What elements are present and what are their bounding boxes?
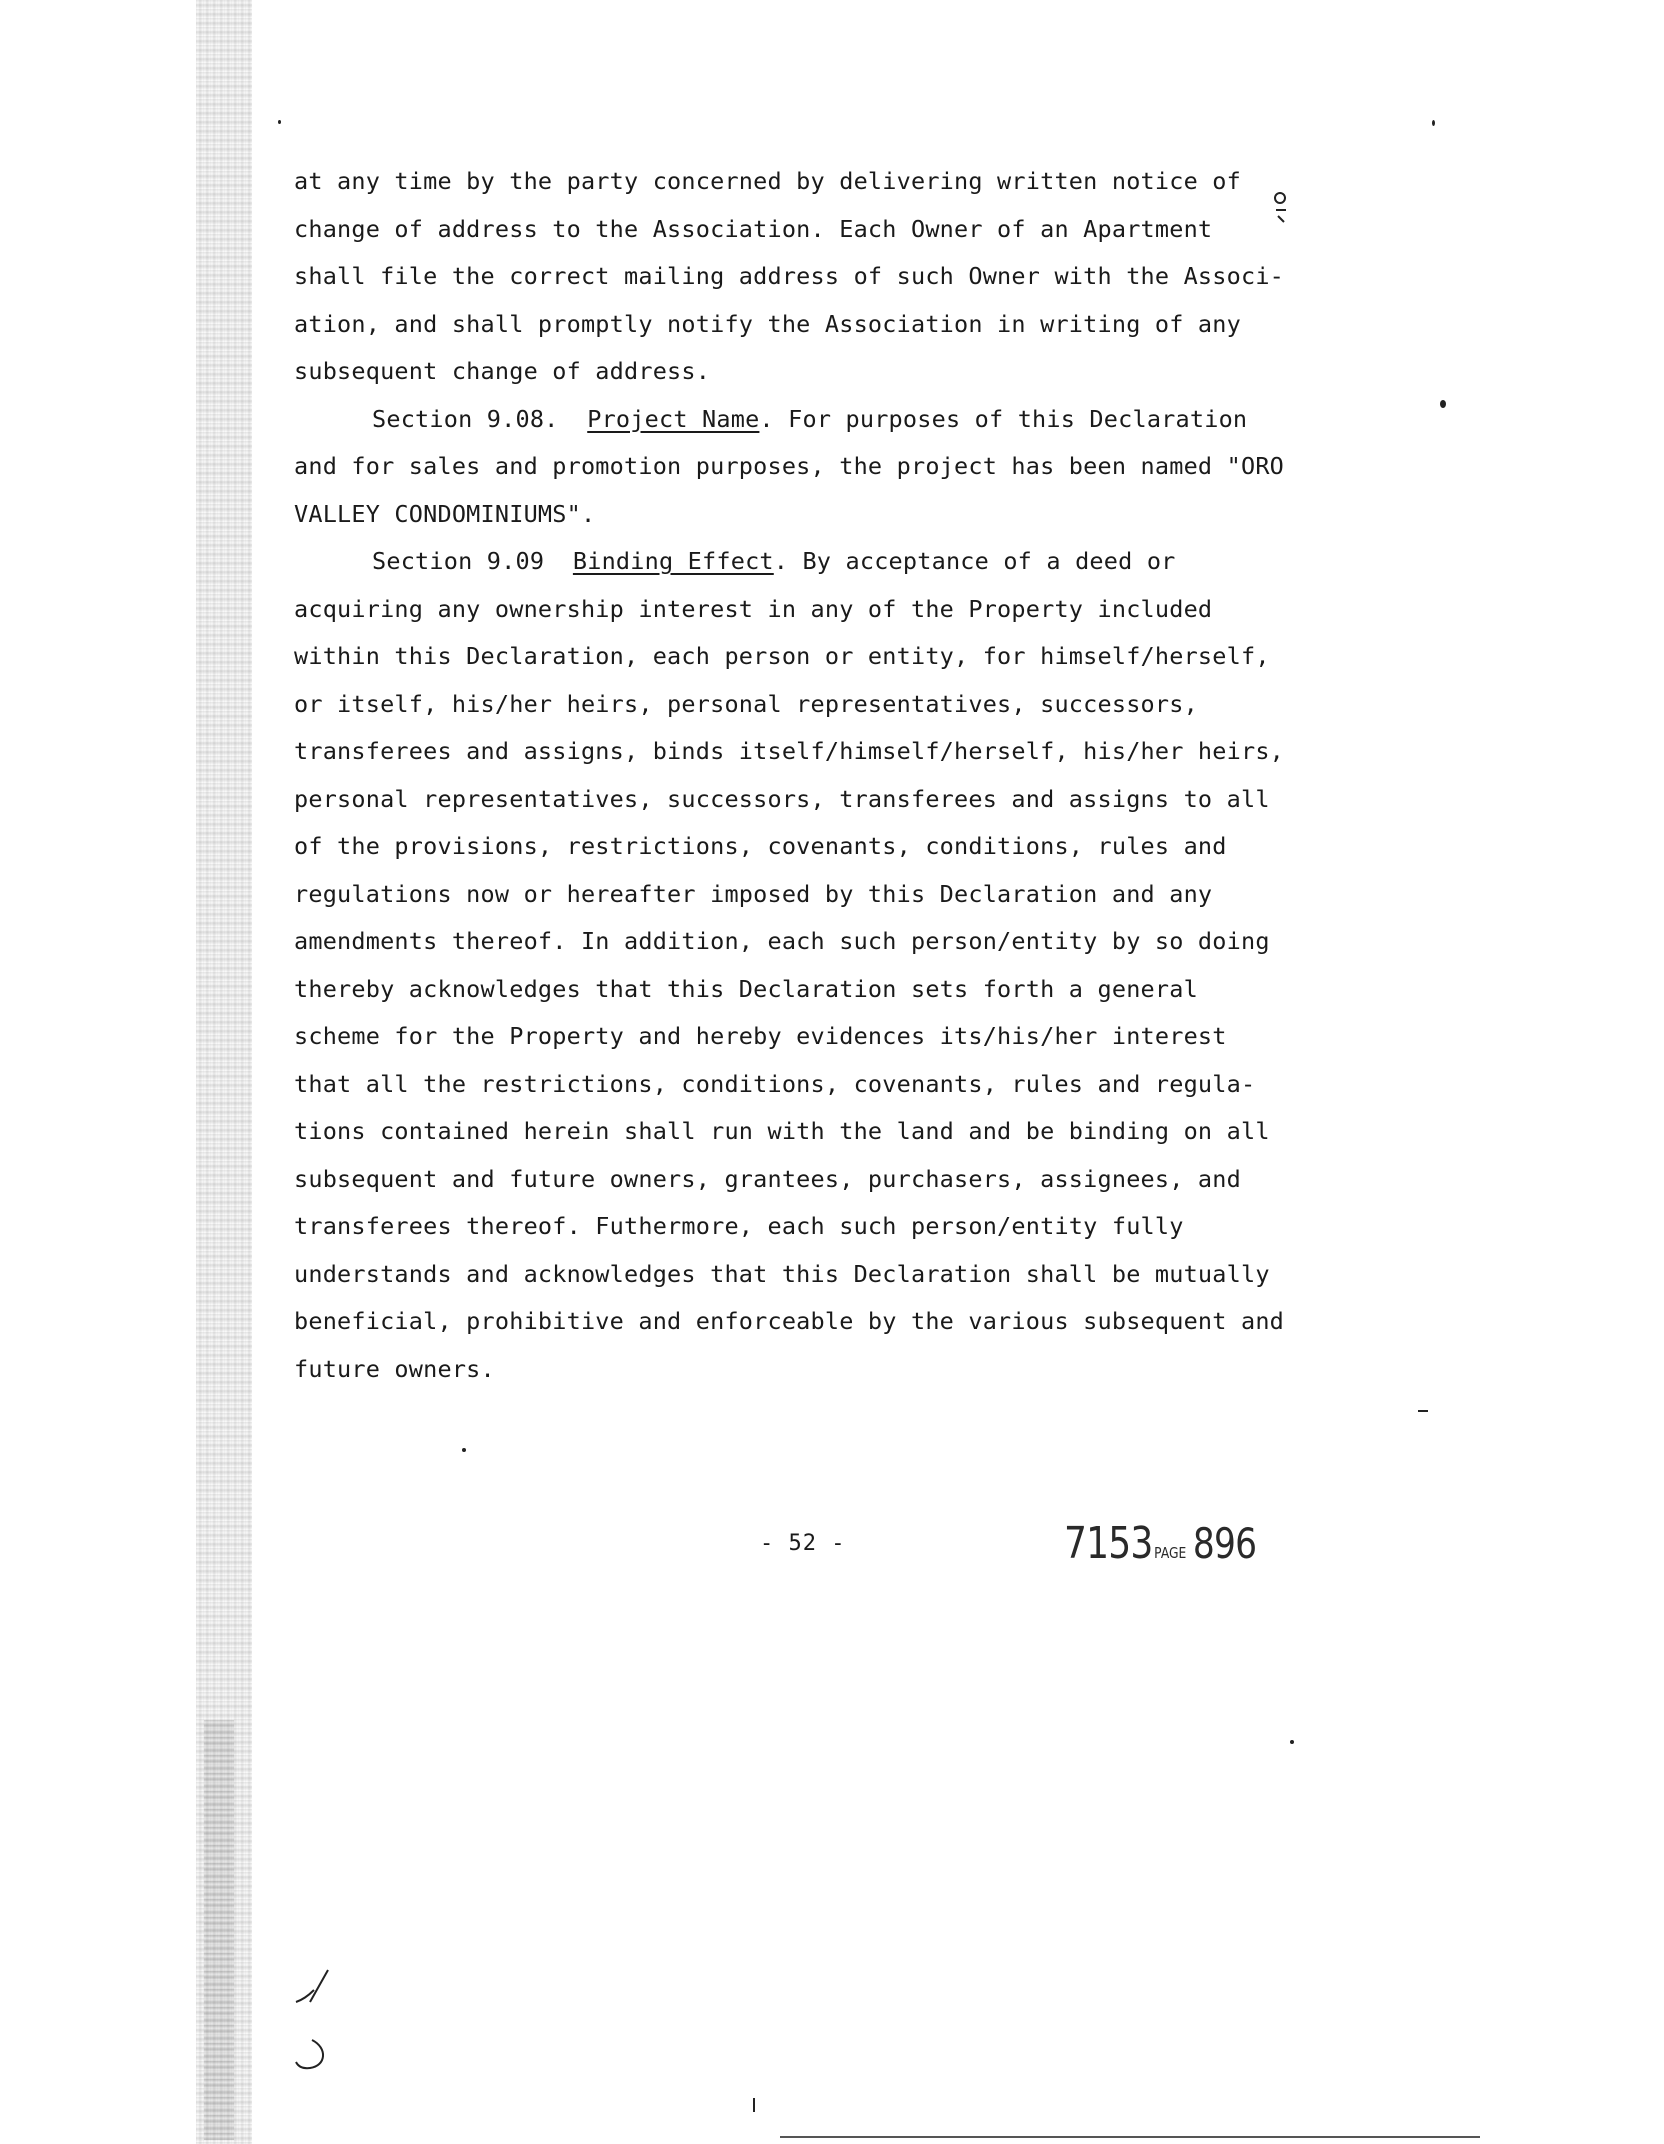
text-line: regulations now or hereafter imposed by this Declaration and any [294, 879, 1213, 908]
text-line: thereby acknowledges that this Declaration sets forth a general [294, 974, 1198, 1003]
text-line: amendments thereof. In addition, each such person/entity by so doing [294, 927, 1270, 955]
text-line: ation, and shall promptly notify the Association in writing of any [294, 309, 1241, 338]
text-line: or itself, his/her heirs, personal representatives, successors, [294, 689, 1198, 718]
section-title: Binding Effect [572, 547, 774, 575]
body-text [294, 158, 1374, 1393]
text-line: future owners. [294, 1354, 495, 1383]
recorded-page-number: 896 [1192, 1519, 1257, 1568]
text-line: and for sales and promotion purposes, the project has been named "ORO [294, 452, 1285, 480]
apartment-corner-mark [1268, 188, 1298, 228]
text-line: personal representatives, successors, transferees and assigns to all [294, 784, 1270, 813]
scan-speck [753, 2098, 755, 2112]
text-line: scheme for the Property and hereby evidences its/his/her interest [294, 1022, 1227, 1050]
text-line: within this Declaration, each person or entity, for himself/herself, [294, 642, 1270, 670]
text-line: understands and acknowledges that this Declaration shall be mutually [294, 1259, 1270, 1288]
text-line: of the provisions, restrictions, covenants, conditions, rules and [294, 832, 1227, 860]
book-number: 7153 [1064, 1518, 1153, 1569]
section-heading-908 [294, 396, 1374, 444]
text-line: at any time by the party concerned by delivering written notice of [294, 167, 1241, 195]
scan-speck [1440, 400, 1446, 408]
scan-speck [278, 120, 281, 124]
text-line: change of address to the Association. Each Owner of an Apartment [294, 214, 1213, 243]
handwritten-mark [288, 1940, 348, 2080]
text-line: transferees thereof. Futhermore, each such person/entity fully [294, 1212, 1184, 1240]
page-number: - 52 - [760, 1531, 846, 1556]
text-line: shall file the correct mailing address of such Owner with the Associ- [294, 262, 1285, 290]
section-title: Project Name [587, 404, 760, 433]
text-line: subsequent and future owners, grantees, purchasers, assignees, and [294, 1164, 1241, 1193]
text-line: acquiring any ownership interest in any of the Property included [294, 594, 1213, 623]
text-line: transferees and assigns, binds itself/himself/herself, his/her heirs, [294, 737, 1285, 765]
scan-speck [1432, 120, 1435, 126]
text-line: VALLEY CONDOMINIUMS". [294, 499, 596, 528]
text-line: subsequent change of address. [294, 357, 711, 385]
section-heading-909 [294, 538, 1374, 586]
scan-speck [1418, 1410, 1428, 1412]
text-line: beneficial, prohibitive and enforceable by the various subsequent and [294, 1307, 1285, 1335]
recording-stamp [1064, 1518, 1256, 1569]
scan-speck [1290, 1740, 1294, 1744]
section-first-line-rest: . For purposes of this Declaration [759, 404, 1248, 433]
section-first-line-rest: . By acceptance of a deed or [773, 547, 1176, 575]
page-label: PAGE [1154, 1544, 1187, 1562]
section-label: Section 9.08. [372, 404, 559, 433]
text-line: that all the restrictions, conditions, covenants, rules and regula- [294, 1069, 1256, 1098]
section-label: Section 9.09 [372, 547, 545, 575]
text-line: tions contained herein shall run with the land and be binding on all [294, 1117, 1270, 1145]
bottom-scan-edge [780, 2136, 1480, 2138]
scan-speck [462, 1448, 466, 1452]
scan-edge-artifact-dark [204, 1720, 234, 2140]
